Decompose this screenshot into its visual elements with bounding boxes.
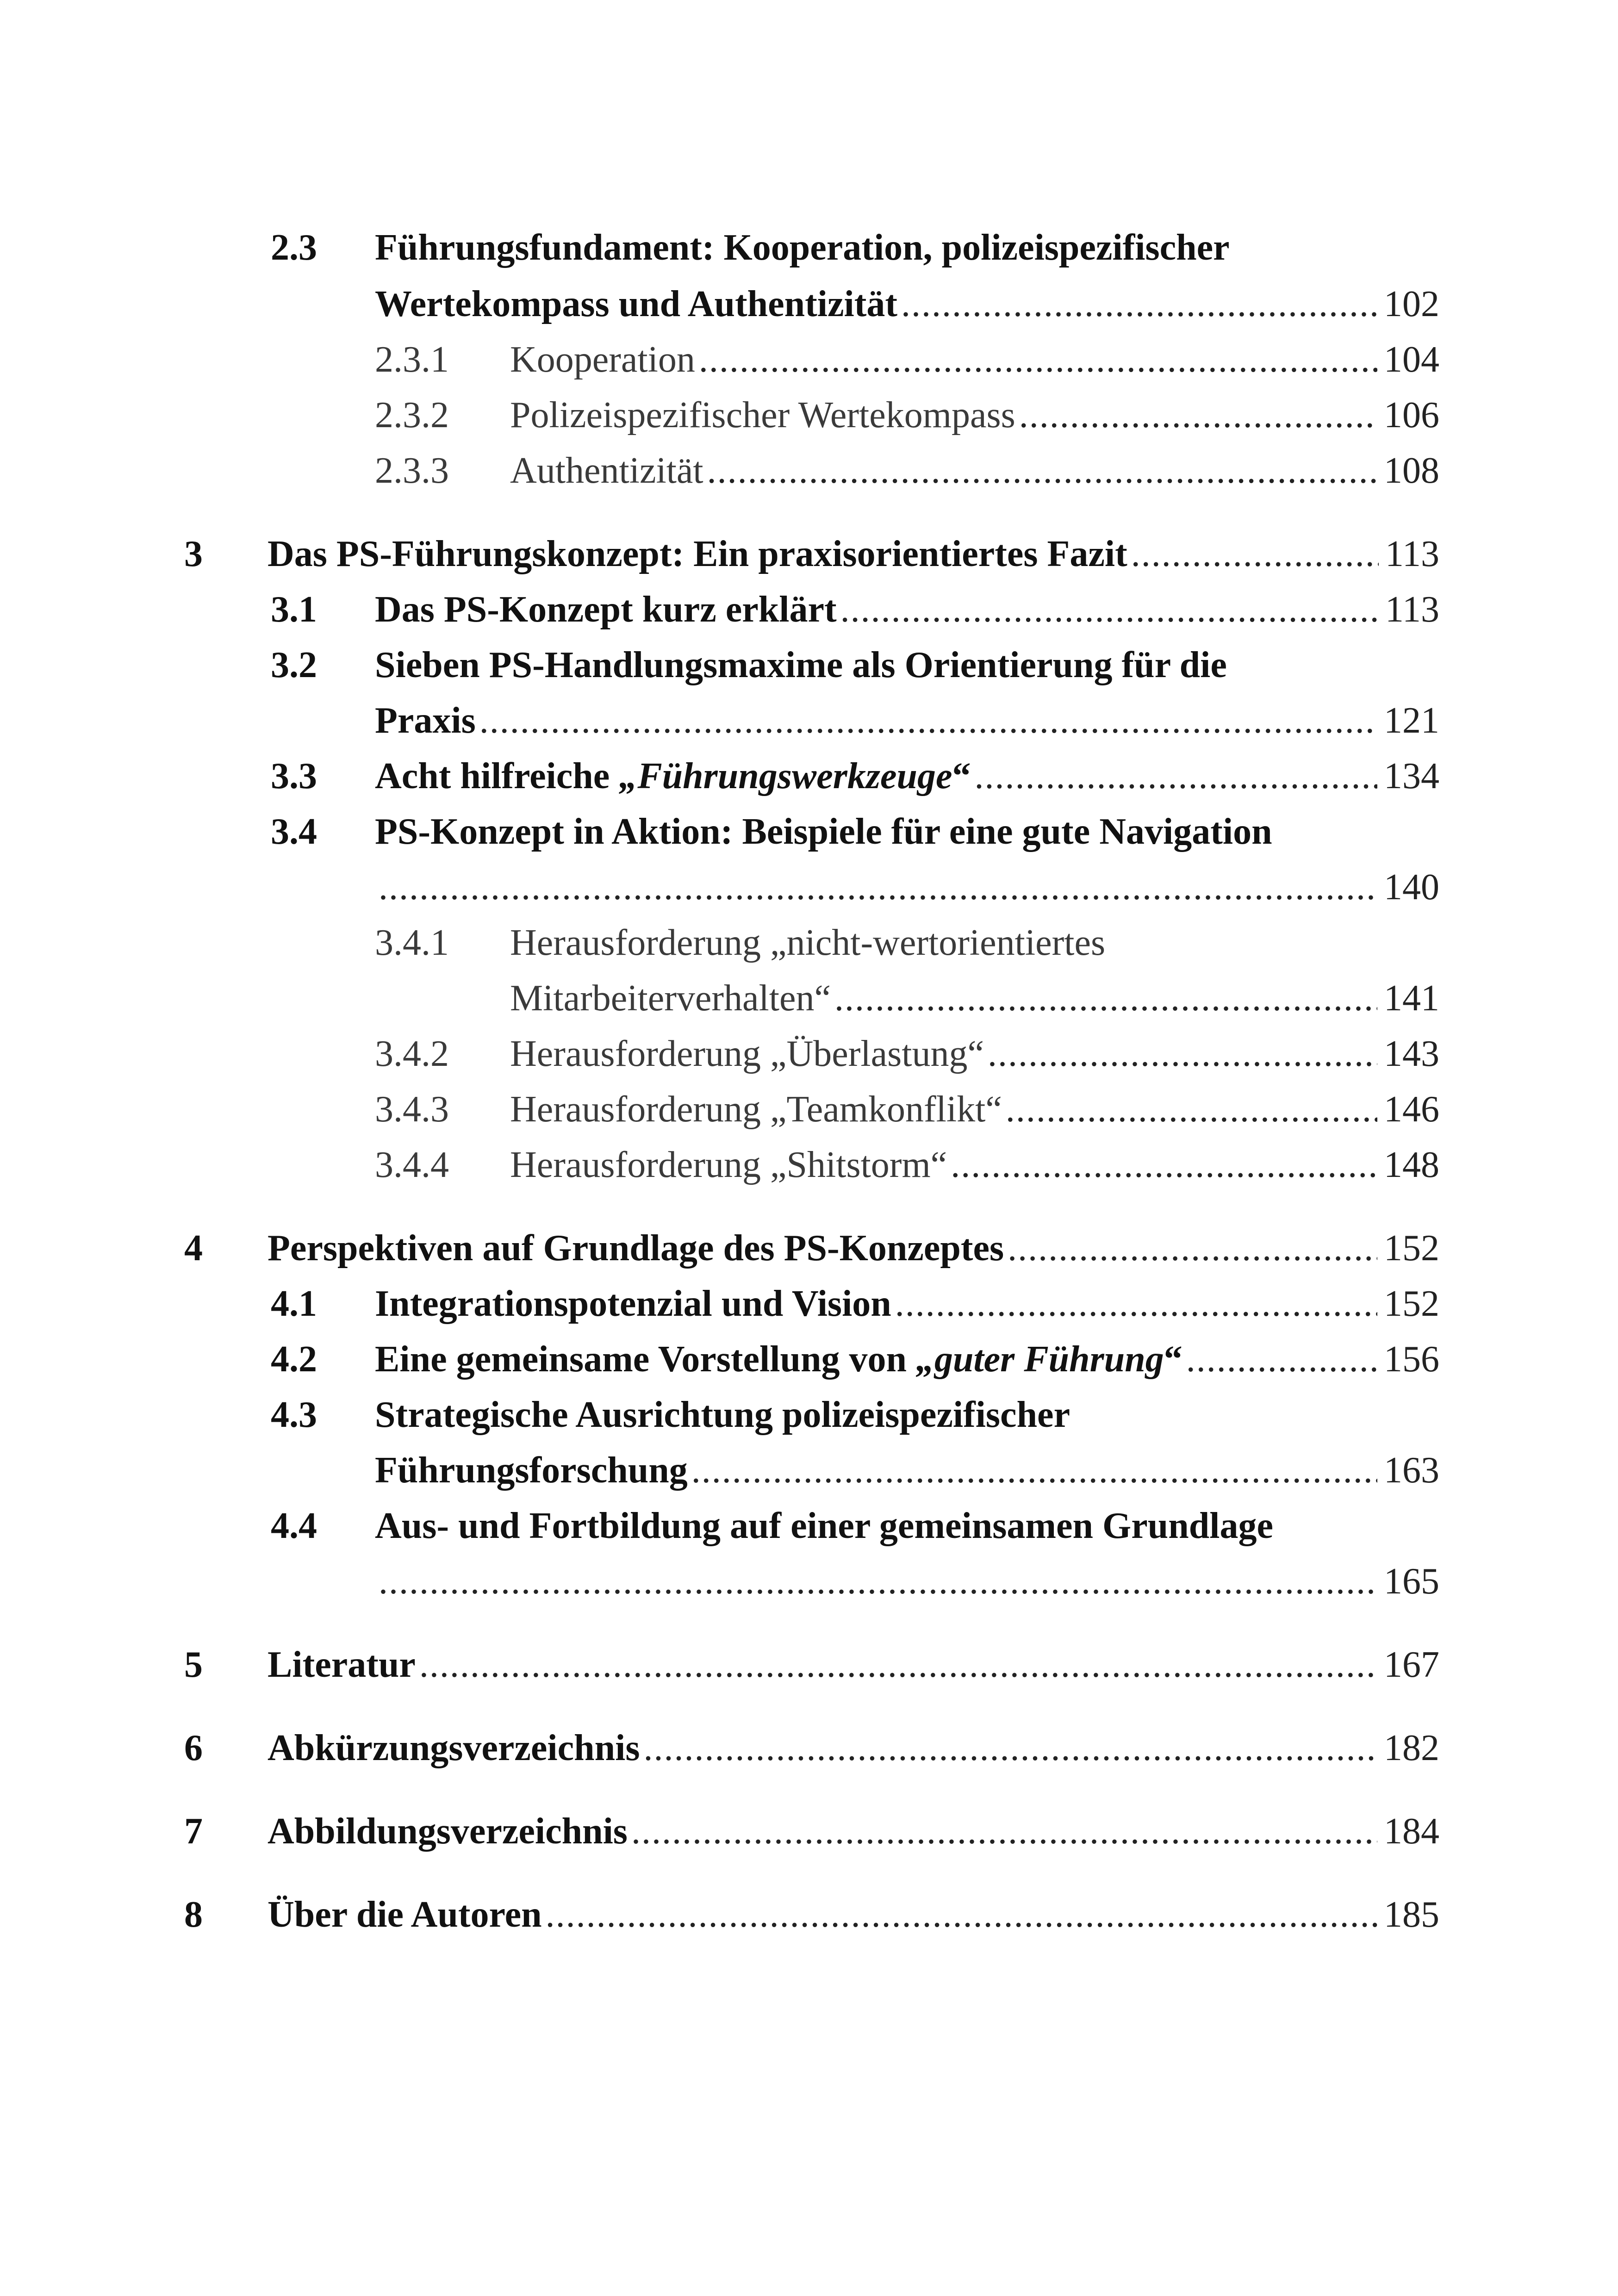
toc-page-number: 113 — [1385, 589, 1439, 630]
toc-leader — [1186, 1332, 1377, 1387]
toc-entry-3-4-cont[interactable] — [375, 859, 1439, 915]
toc-entry-4-3[interactable] — [375, 1387, 1070, 1443]
toc-entry-3-4-3[interactable] — [510, 1082, 1439, 1137]
toc-entry-4-2[interactable] — [375, 1332, 1439, 1387]
toc-leader — [379, 1554, 1377, 1609]
toc-entry-title: Das PS-Führungskonzept: Ein praxisorientiertes Fazit — [268, 534, 1127, 574]
toc-number: 3.2 — [271, 645, 317, 685]
toc-leader — [379, 859, 1377, 915]
toc-entry-title: Mitarbeiterverhalten“ — [510, 978, 831, 1019]
toc-number: 2.3.3 — [375, 450, 449, 491]
toc-page-number: 165 — [1384, 1561, 1439, 1602]
toc-page-number: 113 — [1385, 534, 1439, 574]
toc-entry-title: Aus- und Fortbildung auf einer gemeinsamen Grundlage — [375, 1506, 1273, 1546]
toc-entry-3-3[interactable] — [375, 748, 1439, 804]
toc-leader — [834, 971, 1377, 1026]
toc-leader — [895, 1276, 1377, 1332]
toc-page-number: 106 — [1384, 395, 1439, 436]
toc-number: 4 — [184, 1228, 203, 1269]
toc-entry-title: Führungsforschung — [375, 1450, 688, 1491]
toc-leader — [707, 443, 1377, 498]
toc-number: 3.4 — [271, 811, 317, 852]
toc-entry-3-2-cont[interactable] — [375, 693, 1439, 748]
toc-entry-3-2[interactable] — [375, 637, 1227, 693]
toc-entry-3-4-1-cont[interactable] — [510, 971, 1439, 1026]
toc-leader — [546, 1887, 1377, 1942]
toc-page-number: 121 — [1384, 700, 1439, 741]
toc-entry-4[interactable] — [268, 1220, 1439, 1276]
toc-entry-title: Authentizität — [510, 450, 703, 491]
toc-number: 4.4 — [271, 1506, 317, 1546]
toc-entry-title: Sieben PS-Handlungsmaxime als Orientierung für die — [375, 645, 1227, 685]
toc-leader — [631, 1804, 1377, 1859]
toc-page-number: 182 — [1384, 1728, 1439, 1768]
toc-entry-4-4[interactable] — [375, 1498, 1273, 1554]
toc-leader — [419, 1637, 1377, 1692]
toc-page-number: 102 — [1384, 284, 1439, 324]
toc-number: 3.4.4 — [375, 1145, 449, 1185]
toc-leader — [1019, 387, 1377, 443]
toc-number: 4.3 — [271, 1394, 317, 1435]
toc-page-number: 146 — [1384, 1089, 1439, 1130]
toc-number: 6 — [184, 1728, 203, 1768]
toc-number: 7 — [184, 1811, 203, 1852]
toc-leader — [479, 693, 1377, 748]
toc-entry-title: Über die Autoren — [268, 1894, 542, 1935]
toc-entry-title: Praxis — [375, 700, 476, 741]
toc-entry-8[interactable] — [268, 1887, 1439, 1942]
toc-leader — [1008, 1220, 1377, 1276]
toc-number: 3.4.3 — [375, 1089, 449, 1130]
toc-entry-title: Wertekompass und Authentizität — [375, 284, 897, 324]
toc-page-number: 143 — [1384, 1033, 1439, 1074]
toc-entry-7[interactable] — [268, 1804, 1439, 1859]
toc-entry-3-4-4[interactable] — [510, 1137, 1439, 1193]
toc-entry-3-4-1[interactable] — [510, 915, 1105, 971]
toc-page-number: 152 — [1384, 1228, 1439, 1269]
toc-entry-2-3-1[interactable] — [510, 332, 1439, 387]
toc-entry-title: Acht hilfreiche „Führungswerkzeuge“ — [375, 756, 971, 796]
toc-entry-title: Strategische Ausrichtung polizeispezifischer — [375, 1394, 1070, 1435]
toc-number: 5 — [184, 1644, 203, 1685]
toc-entry-title: Abbildungsverzeichnis — [268, 1811, 628, 1852]
toc-entry-title: Herausforderung „Überlastung“ — [510, 1033, 984, 1074]
toc-leader — [644, 1720, 1378, 1776]
toc-leader — [699, 332, 1377, 387]
toc-number: 4.2 — [271, 1339, 317, 1380]
toc-page-number: 140 — [1384, 867, 1439, 908]
toc-leader — [988, 1026, 1377, 1082]
toc-number: 3.1 — [271, 589, 317, 630]
toc-number: 4.1 — [271, 1283, 317, 1324]
toc-number: 8 — [184, 1894, 203, 1935]
toc-leader — [951, 1137, 1377, 1193]
toc-page-number: 184 — [1384, 1811, 1439, 1852]
toc-entry-2-3-2[interactable] — [510, 387, 1439, 443]
toc-leader — [1006, 1082, 1377, 1137]
toc-leader — [1131, 526, 1379, 582]
toc-entry-5[interactable] — [268, 1637, 1439, 1692]
toc-entry-2-3-3[interactable] — [510, 443, 1439, 498]
toc-entry-3-4[interactable] — [375, 804, 1272, 859]
toc-entry-3-4-2[interactable] — [510, 1026, 1439, 1082]
toc-entry-title: Literatur — [268, 1644, 416, 1685]
toc-page-number: 104 — [1384, 339, 1439, 380]
toc-number: 3.4.2 — [375, 1033, 449, 1074]
toc-page-number: 152 — [1384, 1283, 1439, 1324]
toc-entry-title: Abkürzungsverzeichnis — [268, 1728, 640, 1768]
toc-entry-title: Herausforderung „Shitstorm“ — [510, 1145, 947, 1185]
toc-entry-3-1[interactable] — [375, 582, 1439, 637]
toc-entry-title: Herausforderung „nicht-wertorientiertes — [510, 922, 1106, 963]
toc-number: 2.3.2 — [375, 395, 449, 436]
toc-page-number: 108 — [1384, 450, 1439, 491]
toc-entry-4-3-cont[interactable] — [375, 1443, 1439, 1498]
toc-leader — [975, 748, 1377, 804]
toc-page-number: 185 — [1384, 1894, 1439, 1935]
toc-number: 2.3 — [271, 227, 317, 268]
toc-entry-title: Integrationspotenzial und Vision — [375, 1283, 891, 1324]
toc-page-number: 148 — [1384, 1145, 1439, 1185]
toc-entry-4-4-cont[interactable] — [375, 1554, 1439, 1609]
toc-entry-6[interactable] — [268, 1720, 1439, 1776]
toc-entry-2-3-cont[interactable] — [375, 276, 1439, 332]
toc-entry-title: Kooperation — [510, 339, 695, 380]
toc-leader — [901, 276, 1377, 332]
toc-number: 2.3.1 — [375, 339, 449, 380]
toc-page-number: 167 — [1384, 1644, 1439, 1685]
toc-number: 3.4.1 — [375, 922, 449, 963]
toc-entry-title: PS-Konzept in Aktion: Beispiele für eine gute Navigation — [375, 811, 1272, 852]
toc-entry-2-3[interactable] — [375, 220, 1230, 275]
toc-entry-title: Führungsfundament: Kooperation, polizeispezifischer — [375, 227, 1230, 268]
toc-entry-4-1[interactable] — [375, 1276, 1439, 1332]
toc-entry-title: Perspektiven auf Grundlage des PS-Konzeptes — [268, 1228, 1004, 1269]
toc-number: 3 — [184, 534, 203, 574]
toc-page-number: 134 — [1384, 756, 1439, 796]
toc-entry-title: Herausforderung „Teamkonflikt“ — [510, 1089, 1002, 1130]
toc-leader — [691, 1443, 1377, 1498]
toc-entry-3[interactable] — [268, 526, 1439, 582]
toc-entry-title: Das PS-Konzept kurz erklärt — [375, 589, 837, 630]
toc-leader — [840, 582, 1379, 637]
toc-page-number: 156 — [1384, 1339, 1439, 1380]
toc-page-number: 163 — [1384, 1450, 1439, 1491]
toc-page-number: 141 — [1384, 978, 1439, 1019]
toc-number: 3.3 — [271, 756, 317, 796]
toc-entry-title: Eine gemeinsame Vorstellung von „guter Führung“ — [375, 1339, 1182, 1380]
toc-entry-title: Polizeispezifischer Wertekompass — [510, 395, 1015, 436]
